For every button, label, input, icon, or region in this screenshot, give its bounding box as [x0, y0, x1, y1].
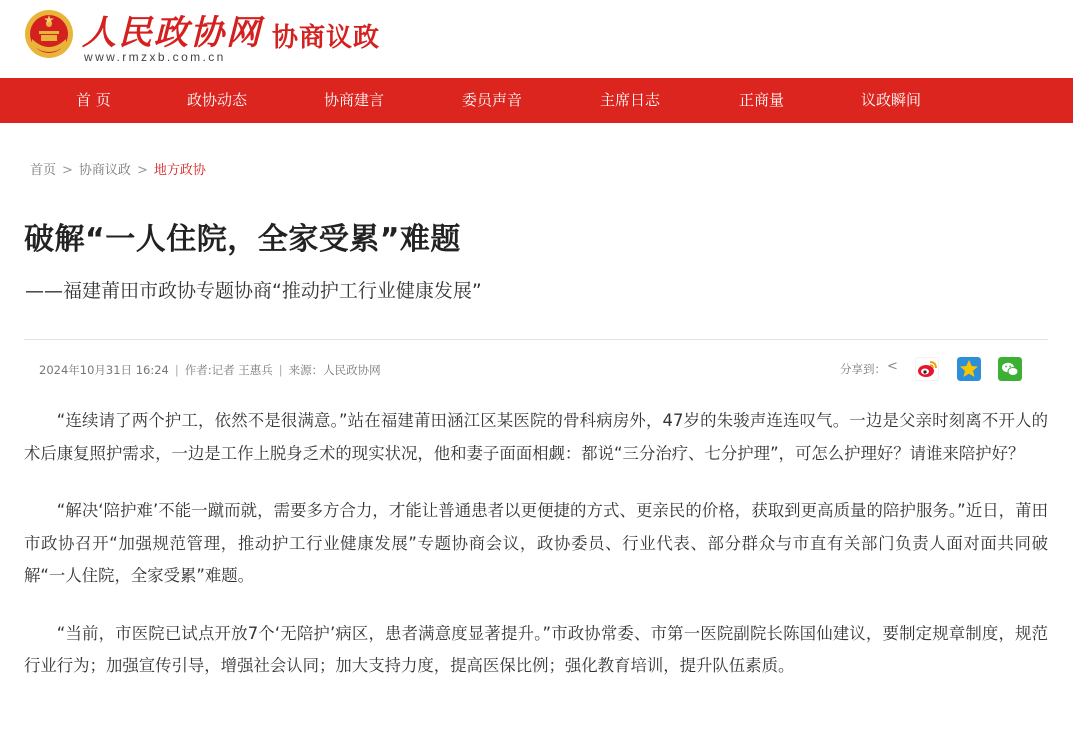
nav-item-member-voices[interactable]: 委员声音	[462, 91, 523, 109]
share-label: 分享到：	[840, 362, 886, 376]
breadcrumb-current[interactable]: 地方政协	[153, 163, 206, 178]
nav-item-moments[interactable]: 议政瞬间	[861, 91, 922, 109]
wechat-icon[interactable]	[998, 357, 1022, 381]
nav-item-chairman-diary[interactable]: 主席日志	[600, 91, 661, 109]
site-logo-text[interactable]: 人民政协网	[82, 13, 262, 53]
article-paragraph: “解决‘陪护难’不能一蹴而就，需要多方合力，才能让普通患者以更便捷的方式、更亲民的价格，获取到更高质量的陪护服务。”近日，莆田市政协召开“加强规范管理，推动护工行业健康发展”专题协商会议，政协委员、行业代表、部分群众与市直有关部门负责人面对面共同破解“一人住院，全家受累”难题。	[24, 501, 1048, 585]
share-icon: <	[887, 359, 898, 374]
cppcc-emblem-icon[interactable]	[24, 9, 74, 59]
nav-item-discussing[interactable]: 正商量	[739, 91, 785, 109]
article-title: 破解“一人住院，全家受累”难题	[24, 222, 461, 257]
nav-item-home[interactable]: 首 页	[76, 91, 111, 109]
article-subtitle: ——福建莆田市政协专题协商“推动护工行业健康发展”	[25, 280, 482, 302]
title-divider	[24, 339, 1048, 340]
breadcrumb-home[interactable]: 首页	[30, 163, 57, 178]
article-source: 来源：人民政协网	[288, 363, 381, 377]
nav-item-cppcc-news[interactable]: 政协动态	[187, 91, 248, 109]
article-meta	[39, 362, 381, 378]
article-body	[24, 405, 1048, 708]
weibo-icon[interactable]	[915, 357, 939, 381]
breadcrumb-channel[interactable]: 协商议政	[78, 163, 131, 178]
meta-divider: |	[174, 363, 179, 377]
main-nav	[0, 78, 1073, 123]
article-author: 作者:记者 王惠兵	[184, 363, 273, 377]
breadcrumb	[30, 159, 210, 178]
publish-date: 2024年10月31日 16:24	[39, 363, 169, 377]
site-header	[0, 0, 1073, 78]
channel-title[interactable]: 协商议政	[272, 23, 381, 53]
site-url: www.rmzxb.com.cn	[84, 50, 226, 64]
qzone-icon[interactable]	[957, 357, 981, 381]
breadcrumb-separator: >	[136, 163, 148, 178]
breadcrumb-separator: >	[62, 163, 73, 178]
article-paragraph: “连续请了两个护工，依然不是很满意。”站在福建莆田涵江区某医院的骨科病房外，47岁的朱骏声连连叹气。一边是父亲时刻离不开人的术后康复照护需求，一边是工作上脱身乏术的现实状况，他和妻子面面相觑：都说“三分治疗、七分护理”，可怎么护理好？请谁来陪护好？	[24, 411, 1048, 463]
article-paragraph: “当前，市医院已试点开放7个‘无陪护’病区，患者满意度显著提升。”市政协常委、市第一医院副院长陈国仙建议，要制定规章制度，规范行业行为；加强宣传引导，增强社会认同；加大支持力度，提高医保比例；强化教育培训，提升队伍素质。	[24, 623, 1048, 675]
meta-divider: |	[278, 363, 283, 377]
nav-item-consultation-proposals[interactable]: 协商建言	[324, 91, 385, 109]
